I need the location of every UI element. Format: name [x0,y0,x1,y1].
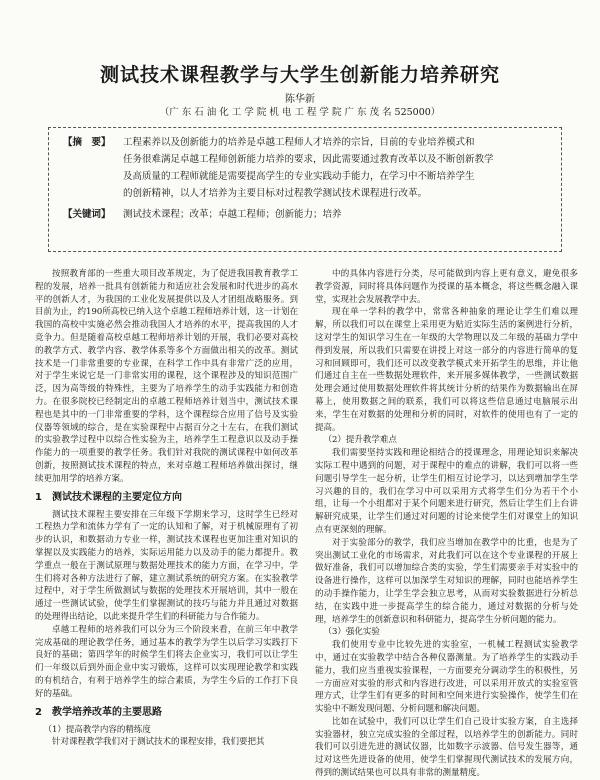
body-paragraph: 我们使用专业中比较先进的实验室，一机械工程测试实验教学中，通过在实验教学中结合各种仪器测量。为了培养学生的实践动手能力，我们应当重视实验课程，一方面要充分调动学生的积极性，另一方面应对实验的形式和内容进行改进，可以采用开放式的实验室管理方式，让学生们有更多的时间和空间来进行实验操作，使学生们在实验中不断发现问题、分析问题和解决问题。 [315,640,578,715]
keywords: 测试技术课程；改革；卓越工程师；创新能力；培养 [123,209,342,220]
body-paragraph: 针对课程教学我们对于测试技术的课程安排，我们要把其 [52,737,265,748]
body-column-left [35,268,298,749]
keywords-label: 【关键词】 [63,209,111,220]
body-paragraph: 现在单一学科的教学中，常常各种抽象的理论让学生们难以理解，所以我们可以在课堂上采用更为贴近实际生活的案例进行分析，这对学生的知识学习生在一年级的大学物理以及二年级的基础力学中得到发展，所以我们只需要在讲授上对这一部分的内容进行简单的复习和回顾即可，我们还可以改变教学模式来开拓学生的思维，并让他们通过自主在一些数据处理软件，来开展多媒体教学，一些测试数据处理会通过使用数据处理软件将其统计分析的结果作为数据输出在屏幕上，使用数据之间的联系，我们可以将这些信息通过电脑展示出来，学生在对数据的处理和分析的同时，对软件的使用也有了一定的提高。 [315,307,578,433]
body-paragraph: 卓越工程师的培养我们可以分为三个阶段来看，在前三年中教学完成基础的理论教学任务，通过基本的教学为学生以后学习实践打下良好的基础；第四学年的时候学生们将去企业实习，我们可以让学生们一年级以后到外面企业中实习锻炼，这样可以实现理论教学和实践的有机结合，有利于培养学生的综合素质，为学生今后的工作打下良好的基础。 [35,624,298,699]
paper-title: 测试技术课程教学与大学生创新能力培养研究 [99,64,500,86]
subsection-heading: （1）提高教学内容的精练度 [43,724,151,735]
body-column-right [315,268,578,780]
body-paragraph: 我们需要坚持实践和理论相结合的授课理念，用理论知识来解决实际工程中遇到的问题，对于课程中的难点的讲解，我们可以将一些问题引导学生一起分析，让学生们相互讨论学习，以达到增加学生学习兴趣的目的，我们在学习中可以采用方式将学生们分为若干个小组，让每一个小组都对于某个问题来进行研究，然后让学生们上台讲解研究成果，让学生们通过对问题的讨论来使学生们对课堂上的知识点有更深刻的理解。 [315,448,578,535]
abstract-line: 及高质量的工程师就能是需要提高学生的专业实践动手能力，在学习中不断培养学生 [123,171,475,182]
body-paragraph: 比如在试验中，我们可以让学生们自己设计实验方案，自主选择实验器材，独立完成实验的全部过程，以培养学生的创新能力。同时我们可以引进先进的测试仪器，比如数字示波器、信号发生器等，通过对这些先进设备的使用，使学生们掌握现代测试技术的发展方向，得到的测试结果也可以具有非常的测量精度。 [315,716,578,779]
body-paragraph: 按照教育部的一些重大项目改革规定，为了促进我国教育教学工程的发展，培养一批具有创新能力和适应社会发展和时代进步的高水平的创新人才，为我国的工业化发展提供以及人才团组战略服务。到目前为止，约190所高校已纳入这个卓越工程师培养计划，这一计划在我国的高校中实施必然会推动我国人才培养的水平，提高我国的人才竞争力。但是随着高校卓越工程师培养计划的开展，我们必要对高校的教学方式、教学内容、教学体系等多个方面做出相关的改革。测试技术是一门非常重要的专业课，在科学工作中具有非常广泛的应用，对于学生来说它是一门非常实用的课程，这个课程涉及的知识范围广泛，因为高等级的特殊性，主要为了培养学生的动手实践能力和创造力。在很多院校已经制定出的卓越工程师培养计划当中，测试技术课程也是其中的一门非常重要的学科，这个课程综合应用了信号及实验仪器等领域的综合，是在实验课程中占据百分之十左右，在我们测试的实验教学过程中以综合性实验为主，培养学生工程意识以及动手操作能力的一项重要的教学任务。我们针对我院的测试课程中如何改革创新，按照测试技术课程的特点，来对卓越工程师培养做出探讨，继续更加用学的培养方案。 [35,269,298,484]
abstract-line: 任务很难满足卓越工程师创新能力培养的要求，因此需要通过教育改革以及不断创新教学 [123,154,494,165]
subsection-heading: （2）提升教学难点 [323,435,397,446]
body-paragraph: 测试技术课程主要安排在三年级下学期来学习，这时学生已经对工程热力学和流体力学有了一定的认知和了解，对于机械原理有了初步的认识，和数据动力专业一样，测试技术课程也更加注重对知识的掌握以及实践能力的培养，实际运用能力以及动手的能力都提升。教学重点一般在于测试原理与数据处理技术的能力方面，在学习中，学生们将对各种方法进行了解，建立测试系统的研究方案。在实验教学过程中，对于学生所做测试与数据的处理技术开展培训，其中一般在通过一些测试试验，使学生们掌握测试的技巧与能力并且通过对数据的处理得出结论，以此来提升学生们的科研能力与合作能力。 [35,509,298,622]
abstract-box [48,127,562,252]
section-heading: 2 教学培养改革的主要思路 [35,706,162,718]
abstract-line: 工程素养以及创新能力的培养是卓越工程师人才培养的宗旨，目前的专业培养模式和 [123,137,475,148]
abstract-line: 的创新精神，以人才培养为主要目标对过程教学测试技术课程进行改革。 [123,188,428,199]
body-paragraph: 对于实验部分的教学，我们应当增加在教学中的比重，也是为了突出测试工业化的市场需求，对此我们可以在这个专业课程的开展上做好准备，我们可以增加综合类的实验，学生们需要亲手对实验中的设备进行操作，这样可以加深学生对知识的理解，同时也能培养学生的动手操作能力，让学生学会独立思考，从而对实验数据进行分析总结，在实践中进一步提高学生的综合能力，通过对数据的分析与处理，培养学生的创新意识和科研能力，提高学生分析问题的能力。 [315,537,578,625]
subsection-heading: （3）强化实验 [323,627,380,638]
abstract-label: 【摘 要】 [63,137,111,148]
body-paragraph: 中的具体内容进行分类，尽可能做到内容上更有意义，避免很多教学资源，同时将具体问题作为授课的基本概念，将这些概念融入课堂，实现社会发展教学中去。 [315,269,578,305]
section-heading: 1 测试技术课程的主要定位方向 [35,491,182,503]
paper-author: 陈华新 [285,94,315,105]
paper-affiliation: （广 东 石 油 化 工 学 院 机 电 工 程 学 院 广 东 茂 名 525000） [159,107,441,118]
